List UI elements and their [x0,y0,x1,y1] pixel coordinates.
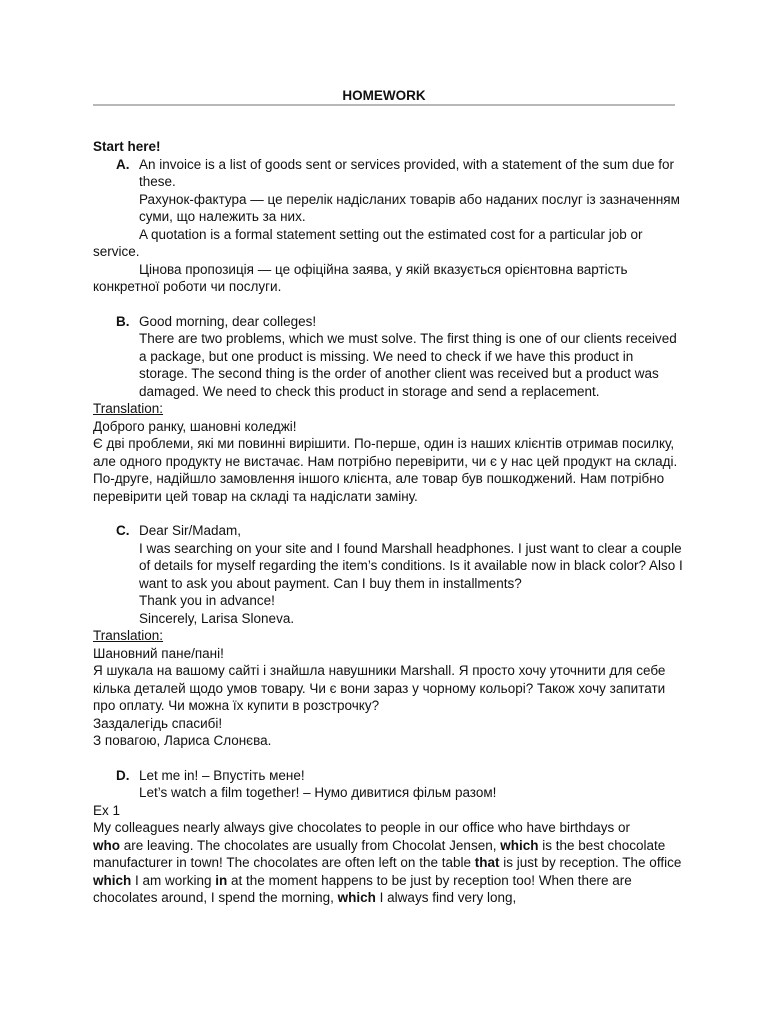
bold-in: in [215,872,228,888]
letter-c-thanks: Thank you in advance! [139,593,275,608]
phrase-let-me-in: Let me in! – Впустіть мене! [139,767,305,783]
bold-that: that [474,855,500,870]
quotation-wrap: service. [93,244,140,259]
quotation-uk-line: Цінова пропозиція — це офіційна заява, у якій вказується орієнтовна вартість [139,261,628,277]
quotation-uk-wrap: конкретної роботи чи послуги. [93,279,282,294]
section-c [93,522,683,627]
invoice-definition: An invoice is a list of goods sent or services provided, with a statement of the sum due for these. [139,156,675,189]
section-d [93,767,683,802]
letter-b-greeting: Good morning, dear colleges! [139,313,317,329]
section-d-marker: D. [116,767,130,783]
translation-label-c: Translation: [93,628,164,643]
exercise-1-text: My colleagues nearly always give chocolates to people in our office who have birthdays or who are leaving. The chocolates are usually from Chocolat Jensen, which is the best chocolate manufacturer in town! The chocolates are often left on the table that is just by reception. The office which I am working in at the moment happens to be just by reception too! When there are chocolates around, I spend the morning, which I always find very long, [93,820,682,905]
document-body [93,138,683,907]
page-title: HOMEWORK [342,88,426,103]
exercise-label: Ex 1 [93,802,121,818]
translation-b-body: Є дві проблеми, які ми повинні вирішити. По-перше, один із наших клієнтів отримав посилку, але одного продукту не вистачає. Нам потрібно перевірити, чи є у нас цей продукт на складі. По-друге, надійшло замовлення іншого клієнта, але товар був пошкоджений. Нам потрібно перевірити цей товар на складі та надіслати заміну. [93,436,678,504]
title-divider [93,104,675,106]
translation-label-b: Translation: [93,401,164,416]
translation-b-greeting: Доброго ранку, шановні коледжі! [93,418,297,434]
translation-c-greeting: Шановний пане/пані! [93,645,224,661]
section-a [93,156,683,226]
section-b-marker: B. [116,313,130,329]
letter-b-body: There are two problems, which we must solve. The first thing is one of our clients received a package, but one product is missing. We need to check if we have this product in storage. The second thing is the order of another client was received but a product was damaged. We need to check this product in storage and send a replacement. [139,331,677,399]
section-a-marker: A. [116,156,130,172]
letter-c-body: I was searching on your site and I found Marshall headphones. I just want to clear a couple of details for myself regarding the item’s conditions. Is it available now in black color? Also I want to ask you about payment. Can I buy them in installments? [139,540,683,591]
bold-which-2: which [93,872,132,888]
bold-which-1: which [500,837,539,853]
invoice-translation: Рахунок-фактура — це перелік надісланих товарів або наданих послуг із зазначенням суми, що належить за них. [139,191,680,224]
quotation-definition [93,226,683,261]
quotation-line: A quotation is a formal statement setting out the estimated cost for a particular job or [139,226,643,242]
section-b [93,313,683,401]
bold-who: who [93,837,120,853]
phrase-watch-film: Let’s watch a film together! – Нумо дивитися фільм разом! [139,785,497,800]
translation-c-signature: З повагою, Лариса Слонєва. [93,733,272,748]
quotation-translation [93,261,683,296]
section-c-marker: C. [116,523,130,538]
start-heading: Start here! [93,139,161,154]
letter-c-greeting: Dear Sir/Madam, [139,523,242,538]
bold-which-3: which [337,890,376,905]
letter-c-signature: Sincerely, Larisa Sloneva. [139,610,295,626]
translation-c-body: Я шукала на вашому сайті і знайшла навушники Marshall. Я просто хочу уточнити для себе кілька деталей щодо умов товару. Чи є вони зараз у чорному кольорі? Також хочу запитати про оплату. Чи можна їх купити в розстрочку? [93,663,666,713]
translation-c-thanks: Заздалегідь спасибі! [93,715,223,731]
